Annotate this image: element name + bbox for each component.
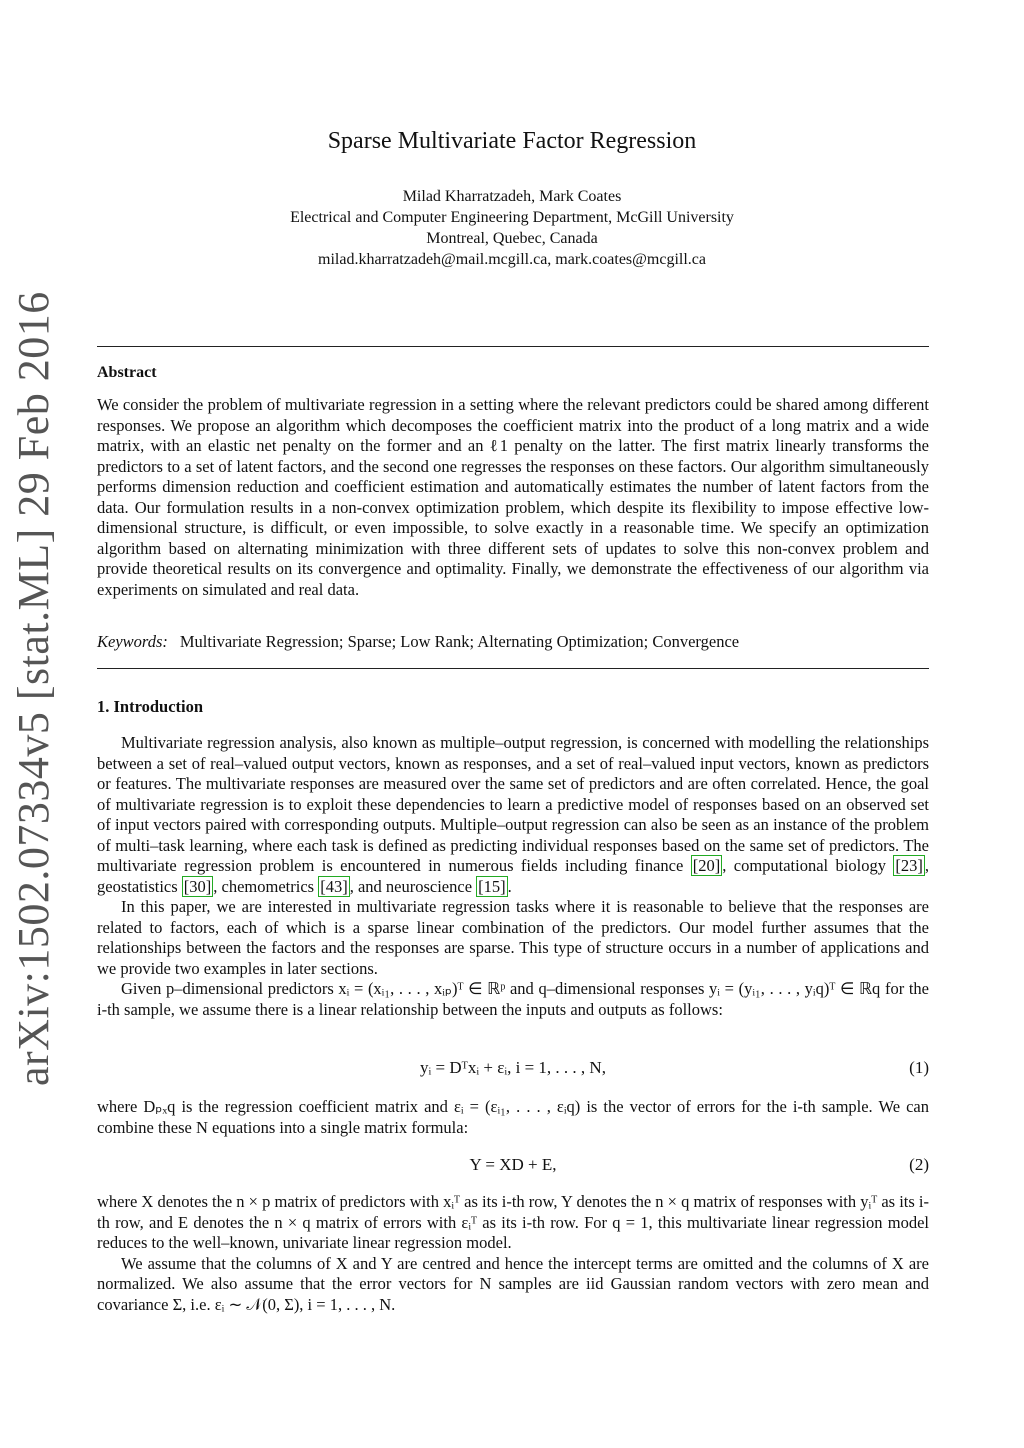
keywords-line bbox=[97, 632, 929, 652]
intro-paragraphs-5-6 bbox=[97, 1192, 929, 1315]
intro-p1-text-f: . bbox=[507, 876, 512, 896]
author-location: Montreal, Quebec, Canada bbox=[426, 230, 598, 247]
author-emails: milad.kharratzadeh@mail.mcgill.ca, mark.coates@mcgill.ca bbox=[318, 251, 706, 268]
abstract-text: We consider the problem of multivariate regression in a setting where the relevant predictors could be shared among different responses. We propose an algorithm which decomposes the coefficient matrix into the product of a long matrix and a wide matrix, with an elastic net penalty on the former and an ℓ1 penalty on the latter. The first matrix linearly transforms the predictors to a set of latent factors, and the second one regresses the responses on these factors. Our algorithm simultaneously performs dimension reduction and coefficient estimation and automatically estimates the number of latent factors from the data. Our formulation results in a non-convex optimization problem, which despite its flexibility to impose effective low-dimensional structure, is difficult, or even impossible, to solve exactly in a reasonable time. We specify an optimization algorithm based on alternating minimization with three different sets of updates to solve this non-convex problem and provide theoretical results on its convergence and optimality. Finally, we demonstrate the effectiveness of our algorithm via experiments on simulated and real data. bbox=[97, 395, 929, 599]
citation-15[interactable]: [15] bbox=[478, 876, 506, 896]
author-names: Milad Kharratzadeh, Mark Coates bbox=[402, 188, 622, 205]
intro-paragraph-1 bbox=[97, 733, 929, 897]
intro-paragraphs-1-3 bbox=[97, 733, 929, 1020]
author-block bbox=[0, 186, 1024, 270]
intro-p1-text-a: Multivariate regression analysis, also known as multiple–output regression, is concerned with modelling the relationships between a set of real–valued output vectors, known as responses, and a set of real–valued input vectors, known as predictors or features. The multivariate responses are measured over the same set of predictors and are often correlated. Hence, the goal of multivariate regression is to exploit these dependencies to learn a predictive model of responses based on an observed set of input vectors paired with corresponding outputs. Multiple–output regression can also be seen as an instance of the problem of multi–task learning, where each task is defined as predicting individual responses based on the same set of predictors. The multivariate regression problem is encountered in numerous fields including finance bbox=[97, 733, 929, 875]
intro-paragraph-3: Given p–dimensional predictors xᵢ = (xᵢ₁, . . . , xᵢₚ)ᵀ ∈ ℝᵖ and q–dimensional responses yᵢ = (yᵢ₁, . . . , yᵢq)ᵀ ∈ ℝq for the i-th sample, we assume there is a linear relationship between the inputs and outputs as follows: bbox=[97, 979, 929, 1019]
intro-paragraph-6: We assume that the columns of X and Y are centred and hence the intercept terms are omitted and the columns of X are normalized. We also assume that the error vectors for N samples are iid Gaussian random vectors with zero mean and covariance Σ, i.e. εᵢ ∼ 𝒩(0, Σ), i = 1, . . . , N. bbox=[97, 1253, 929, 1314]
citation-30[interactable]: [30] bbox=[183, 876, 212, 896]
equation-2 bbox=[97, 1155, 929, 1177]
intro-p1-text-b: , computational biology bbox=[722, 856, 894, 875]
keywords-text: Multivariate Regression; Sparse; Low Rank; Alternating Optimization; Convergence bbox=[179, 632, 740, 651]
intro-paragraph-4-block bbox=[97, 1097, 929, 1138]
arxiv-identifier: arXiv:1502.07334v5 [stat.ML] 29 Feb 2016 bbox=[9, 291, 58, 1086]
abstract-bottom-rule bbox=[97, 668, 929, 669]
intro-paragraph-4: where Dₚₓq is the regression coefficient matrix and εᵢ = (εᵢ₁, . . . , εᵢq) is the vector of errors for the i-th sample. We can combine these N equations into a single matrix formula: bbox=[97, 1097, 929, 1137]
intro-paragraph-5: where X denotes the n × p matrix of predictors with xᵢᵀ as its i-th row, Y denotes the n × q matrix of responses with yᵢᵀ as its i-th row, and E denotes the n × q matrix of errors with εᵢᵀ as its i-th row. For q = 1, this multivariate linear regression model reduces to the well–known, univariate linear regression model. bbox=[97, 1192, 929, 1252]
intro-p1-text-e: , and neuroscience bbox=[349, 876, 477, 896]
intro-p1-text-c: , geostatistics bbox=[97, 856, 929, 896]
citation-43[interactable]: [43] bbox=[320, 876, 348, 896]
equation-2-body: Y = XD + E, bbox=[469, 1155, 557, 1174]
equation-2-number: (2) bbox=[909, 1155, 929, 1174]
keywords-label: Keywords: bbox=[97, 632, 168, 651]
author-affiliation: Electrical and Computer Engineering Department, McGill University bbox=[290, 209, 734, 226]
abstract-top-rule bbox=[97, 346, 929, 347]
equation-1 bbox=[97, 1058, 929, 1080]
paper-title: Sparse Multivariate Factor Regression bbox=[327, 128, 697, 154]
citation-20[interactable]: [20] bbox=[692, 856, 721, 875]
intro-p1-text-d: , chemometrics bbox=[213, 876, 319, 896]
equation-1-body: yᵢ = Dᵀxᵢ + εᵢ, i = 1, . . . , N, bbox=[420, 1058, 606, 1077]
abstract-heading: Abstract bbox=[97, 364, 157, 381]
citation-23[interactable]: [23] bbox=[895, 856, 923, 875]
equation-1-number: (1) bbox=[909, 1058, 929, 1077]
section-heading-introduction: 1. Introduction bbox=[97, 697, 204, 716]
intro-paragraph-2: In this paper, we are interested in multivariate regression tasks where it is reasonable to believe that the responses are related to factors, each of which is a sparse linear combination of the predictors. Our model further assumes that the relationships between the factors and the responses are sparse. This type of structure occurs in a number of applications and we provide two examples in later sections. bbox=[97, 897, 929, 978]
